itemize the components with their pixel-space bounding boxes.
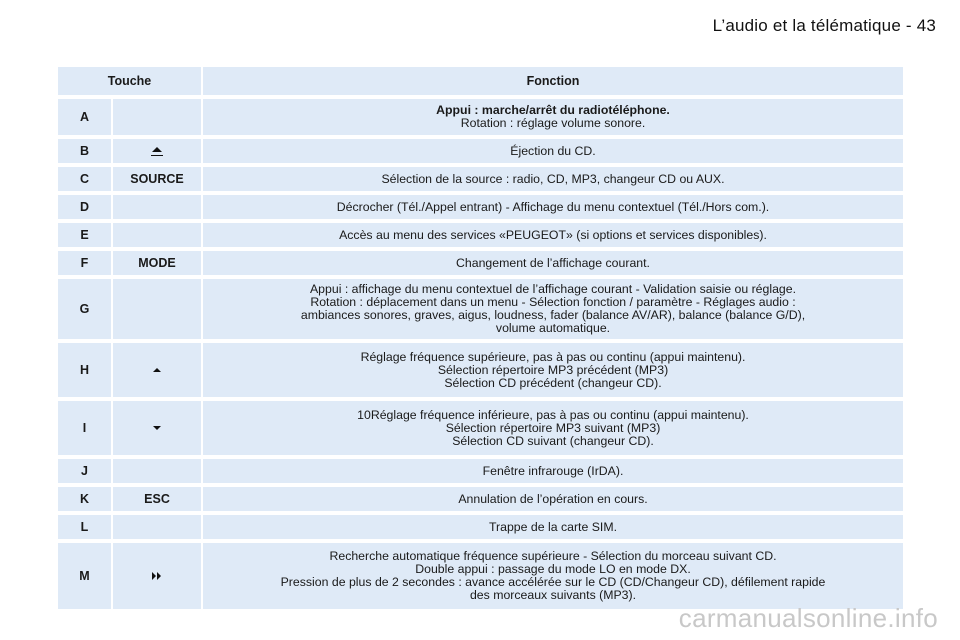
row-function <box>203 487 903 511</box>
table-row <box>58 167 903 191</box>
row-key <box>113 279 201 339</box>
row-letter: F <box>58 251 111 275</box>
row-function <box>203 99 903 135</box>
table-header-row <box>58 67 903 95</box>
row-key <box>113 195 201 219</box>
row-function <box>203 195 903 219</box>
table-row <box>58 343 903 397</box>
row-letter: I <box>58 401 111 455</box>
row-key <box>113 543 201 609</box>
function-line: Recherche automatique fréquence supérieure - Sélection du morceau suivant CD. <box>329 549 777 563</box>
row-function <box>203 459 903 483</box>
row-function <box>203 515 903 539</box>
function-line: Rotation : réglage volume sonore. <box>460 116 646 130</box>
row-key <box>113 401 201 455</box>
row-function <box>203 401 903 455</box>
table-body <box>58 99 903 609</box>
function-line: 10Réglage fréquence inférieure, pas à pas ou continu (appui maintenu). <box>357 407 749 422</box>
table-row <box>58 195 903 219</box>
table-row <box>58 279 903 339</box>
page-header-title: L’audio et la télématique - 43 <box>712 16 936 35</box>
row-key <box>113 139 201 163</box>
table-row <box>58 487 903 511</box>
table-row <box>58 223 903 247</box>
function-line: Trappe de la carte SIM. <box>488 519 618 534</box>
row-letter: E <box>58 223 111 247</box>
function-line: Annulation de l’opération en cours. <box>458 491 648 506</box>
function-line: Appui : affichage du menu contextuel de l’affichage courant - Validation saisie ou réglage. <box>309 282 797 296</box>
function-line: Décrocher (Tél./Appel entrant) - Affichage du menu contextuel (Tél./Hors com.). <box>336 199 770 214</box>
function-line: Sélection CD suivant (changeur CD). <box>452 433 654 448</box>
row-letter: J <box>58 459 111 483</box>
table-row <box>58 139 903 163</box>
table-row <box>58 459 903 483</box>
function-line: Double appui : passage du mode LO en mode DX. <box>415 562 691 576</box>
function-line: des morceaux suivants (MP3). <box>469 588 637 602</box>
row-letter: K <box>58 487 111 511</box>
table-row <box>58 401 903 455</box>
row-key <box>113 515 201 539</box>
row-key: SOURCE <box>113 167 201 191</box>
function-line: Rotation : déplacement dans un menu - Sélection fonction / paramètre - Réglages audio : <box>310 295 796 309</box>
row-function <box>203 279 903 339</box>
row-key: ESC <box>113 487 201 511</box>
row-key <box>113 343 201 397</box>
function-line: Accès au menu des services «PEUGEOT» (si options et services disponibles). <box>339 227 767 242</box>
row-letter: B <box>58 139 111 163</box>
row-function <box>203 223 903 247</box>
function-line: Fenêtre infrarouge (IrDA). <box>482 463 624 478</box>
row-letter: M <box>58 543 111 609</box>
table-row <box>58 515 903 539</box>
row-letter: C <box>58 167 111 191</box>
column-header-key: Touche <box>58 67 201 95</box>
function-line: volume automatique. <box>495 321 611 335</box>
row-function <box>203 251 903 275</box>
table-row <box>58 99 903 135</box>
column-header-function: Fonction <box>203 67 903 95</box>
row-letter: H <box>58 343 111 397</box>
row-function <box>203 167 903 191</box>
arrow-up-icon <box>151 366 163 374</box>
row-function <box>203 543 903 609</box>
function-line: Sélection répertoire MP3 précédent (MP3) <box>437 362 669 377</box>
row-key: MODE <box>113 251 201 275</box>
row-letter: L <box>58 515 111 539</box>
row-key <box>113 223 201 247</box>
row-function <box>203 139 903 163</box>
function-line: Sélection de la source : radio, CD, MP3, changeur CD ou AUX. <box>381 171 725 186</box>
row-key <box>113 459 201 483</box>
arrow-down-icon <box>151 424 163 432</box>
table-row <box>58 251 903 275</box>
row-letter: G <box>58 279 111 339</box>
row-letter: D <box>58 195 111 219</box>
function-line: Changement de l’affichage courant. <box>456 255 650 270</box>
row-function <box>203 343 903 397</box>
function-line: Réglage fréquence supérieure, pas à pas ou continu (appui maintenu). <box>360 349 746 364</box>
eject-icon <box>148 145 166 157</box>
function-line: Pression de plus de 2 secondes : avance accélérée sur le CD (CD/Changeur CD), défilement rapide <box>280 575 826 589</box>
function-line: Appui : marche/arrêt du radiotéléphone. <box>436 103 670 117</box>
function-line: Sélection CD précédent (changeur CD). <box>444 375 662 390</box>
function-line: Sélection répertoire MP3 suivant (MP3) <box>445 420 661 435</box>
fast-forward-icon <box>151 571 163 581</box>
key-function-table <box>58 67 903 613</box>
function-line: Éjection du CD. <box>510 143 596 158</box>
watermark: carmanualsonline.info <box>678 603 938 633</box>
function-line: ambiances sonores, graves, aigus, loudness, fader (balance AV/AR), balance (balance G/D), <box>300 308 806 322</box>
row-key <box>113 99 201 135</box>
row-letter: A <box>58 99 111 135</box>
table-row <box>58 543 903 609</box>
